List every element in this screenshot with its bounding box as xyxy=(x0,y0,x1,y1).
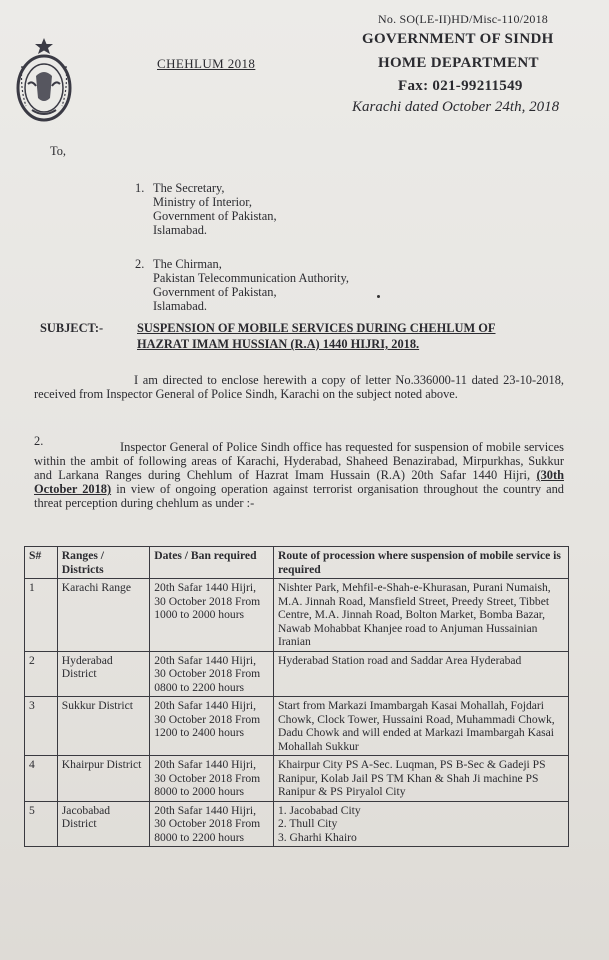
serial-cell: 3 xyxy=(25,697,58,756)
dates-cell: 20th Safar 1440 Hijri, 30 October 2018 From 1000 to 2000 hours xyxy=(150,579,274,652)
table-row xyxy=(25,579,569,652)
paragraph-1: I am directed to enclose herewith a copy of letter No.336000-11 dated 23-10-2018, received from Inspector General of Police Sindh, Karachi on the subject noted above. xyxy=(34,373,564,401)
address-line: The Secretary, xyxy=(153,181,225,195)
address-line: Ministry of Interior, xyxy=(153,195,252,209)
address-line: Government of Pakistan, xyxy=(153,209,277,223)
dates-cell: 20th Safar 1440 Hijri, 30 October 2018 From 8000 to 2000 hours xyxy=(150,756,274,802)
table-row xyxy=(25,697,569,756)
column-header: Route of procession where suspension of mobile service is required xyxy=(273,547,568,579)
letter-date: Karachi dated October 24th, 2018 xyxy=(352,99,560,115)
address-line: Pakistan Telecommunication Authority, xyxy=(153,271,349,285)
chehlum-label: CHEHLUM 2018 xyxy=(157,56,256,71)
recipient-address xyxy=(153,257,453,313)
dates-cell: 20th Safar 1440 Hijri, 30 October 2018 From 0800 to 2200 hours xyxy=(150,651,274,697)
to-label: To, xyxy=(50,144,66,158)
table-header-row xyxy=(25,547,569,579)
paragraph-2-text: Inspector General of Police Sindh office has requested for suspension of mobile services within the ambit of following areas of Karachi, Hyderabad, Shaheed Benazirabad, Mirpurkhas, Sukkur and Larkana Ranges during Chehlum of Hazrat Imam Hussain (R.A) 20th Safar 1440 Hijri, xyxy=(34,440,564,482)
route-list-item: 2. Thull City xyxy=(277,817,338,830)
route-cell: Hyderabad Station road and Saddar Area Hyderabad xyxy=(273,651,568,697)
serial-cell: 5 xyxy=(25,801,58,847)
address-line: Islamabad. xyxy=(153,299,208,313)
route-cell: Start from Markazi Imambargah Kasai Mohallah, Fojdari Chowk, Clock Tower, Hussaini Road, Muhammadi Chowk, Dadu Chowk and will ended at Markazi Imambargah Kasai Mohallah Sukkur xyxy=(273,697,568,756)
table-row xyxy=(25,801,569,847)
route-list-item: 1. Jacobabad City xyxy=(277,803,361,817)
paragraph-2-number: 2. xyxy=(34,434,44,448)
suspension-schedule-table xyxy=(24,546,569,847)
recipient-address xyxy=(153,181,453,237)
column-header: Ranges / Districts xyxy=(57,547,149,579)
range-cell: Khairpur District xyxy=(57,756,149,802)
range-cell: Jacobabad District xyxy=(57,801,149,847)
address-line: Islamabad. xyxy=(153,223,208,237)
subject-line-1: SUSPENSION OF MOBILE SERVICES DURING CHEHLUM OF xyxy=(137,321,496,335)
dates-cell: 20th Safar 1440 Hijri, 30 October 2018 From 8000 to 2200 hours xyxy=(150,801,274,847)
table-row xyxy=(25,756,569,802)
route-cell: Khairpur City PS A-Sec. Luqman, PS B-Sec & Gadeji PS Ranipur, Kolab Jail PS TM Khan & Shah Ji machine PS Ranipur & PS Piryalol City xyxy=(273,756,568,802)
range-cell: Sukkur District xyxy=(57,697,149,756)
recipient-number: 2. xyxy=(135,257,145,271)
serial-cell: 4 xyxy=(25,756,58,802)
serial-cell: 1 xyxy=(25,579,58,652)
table-row xyxy=(25,651,569,697)
fax-number: Fax: 021-99211549 xyxy=(398,78,523,94)
route-cell xyxy=(273,801,568,847)
address-line: The Chirman, xyxy=(153,257,222,271)
recipient-number: 1. xyxy=(135,181,145,195)
ink-dot xyxy=(377,295,380,298)
column-header: Dates / Ban required xyxy=(150,547,274,579)
subject-line-2: HAZRAT IMAM HUSSIAN (R.A) 1440 HIJRI, 2018. xyxy=(137,337,420,351)
route-list-item: 3. Gharhi Khairo xyxy=(277,830,357,844)
subject-label: SUBJECT:- xyxy=(40,321,104,335)
serial-cell: 2 xyxy=(25,651,58,697)
route-cell: Nishter Park, Mehfil-e-Shah-e-Khurasan, Purani Numaish, M.A. Jinnah Road, Mansfield Street, Preedy Street, Tibbet Centre, M.A. Jinnah Road, Bolton Market, Bomba Bazar, Nawab Mohabbat Khanjee road to Anjuman Hussainian Iranian xyxy=(273,579,568,652)
sindh-government-seal-icon xyxy=(14,36,90,128)
reference-number: No. SO(LE-II)HD/Misc-110/2018 xyxy=(378,12,548,26)
range-cell: Karachi Range xyxy=(57,579,149,652)
paragraph-2-text: in view of ongoing operation against terrorist organisation throughout the country and threat perception during chehlum as under :- xyxy=(34,482,564,510)
chehlum-date-highlight: (30th October 2018) xyxy=(34,468,564,496)
range-cell: Hyderabad District xyxy=(57,651,149,697)
government-title: GOVERNMENT OF SINDH xyxy=(362,31,554,47)
dates-cell: 20th Safar 1440 Hijri, 30 October 2018 From 1200 to 2400 hours xyxy=(150,697,274,756)
department-title: HOME DEPARTMENT xyxy=(378,55,539,71)
address-line: Government of Pakistan, xyxy=(153,285,277,299)
column-header: S# xyxy=(25,547,58,579)
paragraph-2 xyxy=(34,440,564,510)
